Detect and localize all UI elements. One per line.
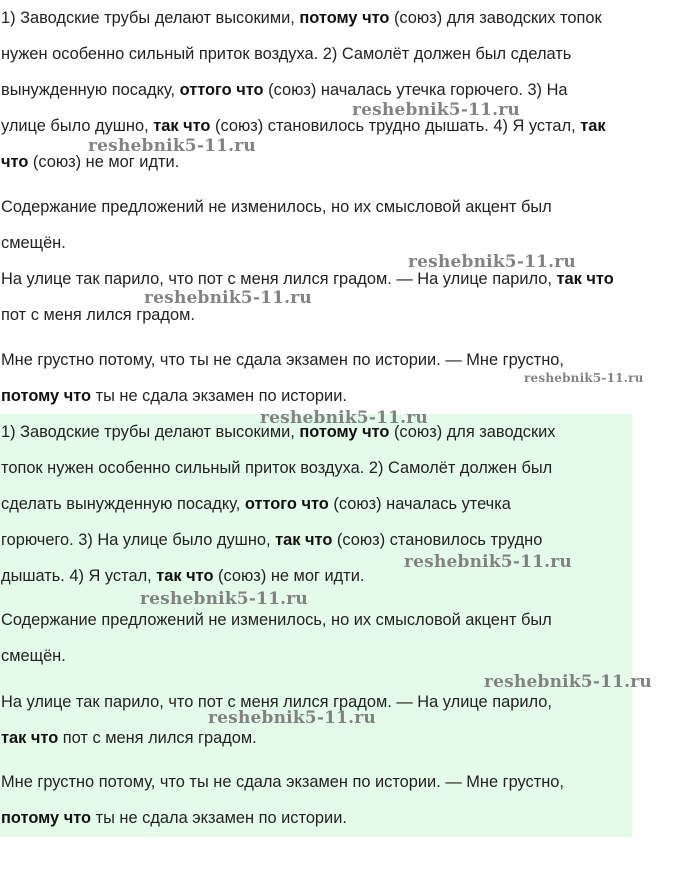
text-line: смещён. [1, 647, 66, 665]
bold-conjunction: оттого что [244, 495, 329, 513]
text-line: смещён. [1, 234, 66, 252]
bold-conjunction: так что [275, 531, 333, 549]
text-line: Мне грустно потому, что ты не сдала экзамен по истории. — Мне грустно, [1, 773, 564, 791]
bold-conjunction: так [580, 117, 606, 135]
bold-conjunction: потому что [299, 423, 390, 441]
bold-conjunction: потому что [1, 387, 92, 405]
bold-conjunction: что [1, 153, 29, 171]
text-line: сделать вынужденную посадку, оттого что (союз) началась утечка [1, 495, 511, 513]
text-line: 1) Заводские трубы делают высокими, потому что (союз) для заводских [1, 423, 556, 441]
text-line: нужен особенно сильный приток воздуха. 2) Самолёт должен был сделать [1, 45, 572, 63]
text-line: потому что ты не сдала экзамен по истории. [1, 809, 347, 827]
watermark: reshebnik5-11.ru [208, 708, 376, 728]
watermark: reshebnik5-11.ru [144, 288, 312, 308]
text-line: потому что ты не сдала экзамен по истории. [1, 387, 347, 405]
bold-conjunction: так что [156, 567, 214, 585]
bold-conjunction: так что [153, 117, 211, 135]
box-paragraph-2 [1, 602, 552, 674]
bold-conjunction: так что [1, 729, 59, 747]
text-line: Содержание предложений не изменилось, но их смысловой акцент был [1, 611, 552, 629]
bold-conjunction: потому что [1, 809, 92, 827]
watermark: reshebnik5-11.ru [484, 672, 652, 692]
bold-conjunction: так что [556, 270, 614, 288]
watermark: reshebnik5-11.ru [352, 100, 520, 120]
top-paragraph-4 [1, 342, 564, 414]
watermark: reshebnik5-11.ru [408, 252, 576, 272]
text-line: 1) Заводские трубы делают высокими, потому что (союз) для заводских топок [1, 9, 602, 27]
text-line: улице было душно, так что (союз) становилось трудно дышать. 4) Я устал, так [1, 117, 606, 135]
text-line: Мне грустно потому, что ты не сдала экзамен по истории. — Мне грустно, [1, 351, 564, 369]
bold-conjunction: потому что [299, 9, 390, 27]
text-line: дышать. 4) Я устал, так что (союз) не мог идти. [1, 567, 365, 585]
bold-conjunction: оттого что [179, 81, 264, 99]
watermark: reshebnik5-11.ru [260, 408, 428, 428]
text-line: Содержание предложений не изменилось, но их смысловой акцент был [1, 198, 552, 216]
watermark: reshebnik5-11.ru [404, 552, 572, 572]
text-line: что (союз) не мог идти. [1, 153, 180, 171]
watermark: reshebnik5-11.ru [88, 136, 256, 156]
watermark: reshebnik5-11.ru [524, 371, 644, 385]
text-line: пот с меня лился градом. [1, 306, 195, 324]
text-line: горючего. 3) На улице было душно, так что (союз) становилось трудно [1, 531, 543, 549]
text-line: вынужденную посадку, оттого что (союз) началась утечка горючего. 3) На [1, 81, 568, 99]
text-line: На улице так парило, что пот с меня лился градом. — На улице парило, [1, 693, 552, 711]
top-paragraph-2 [1, 189, 552, 261]
text-line: так что пот с меня лился градом. [1, 729, 257, 747]
box-paragraph-4 [1, 764, 564, 836]
watermark: reshebnik5-11.ru [140, 589, 308, 609]
text-line: На улице так парило, что пот с меня лился градом. — На улице парило, так что [1, 270, 614, 288]
text-line: топок нужен особенно сильный приток воздуха. 2) Самолёт должен был [1, 459, 553, 477]
